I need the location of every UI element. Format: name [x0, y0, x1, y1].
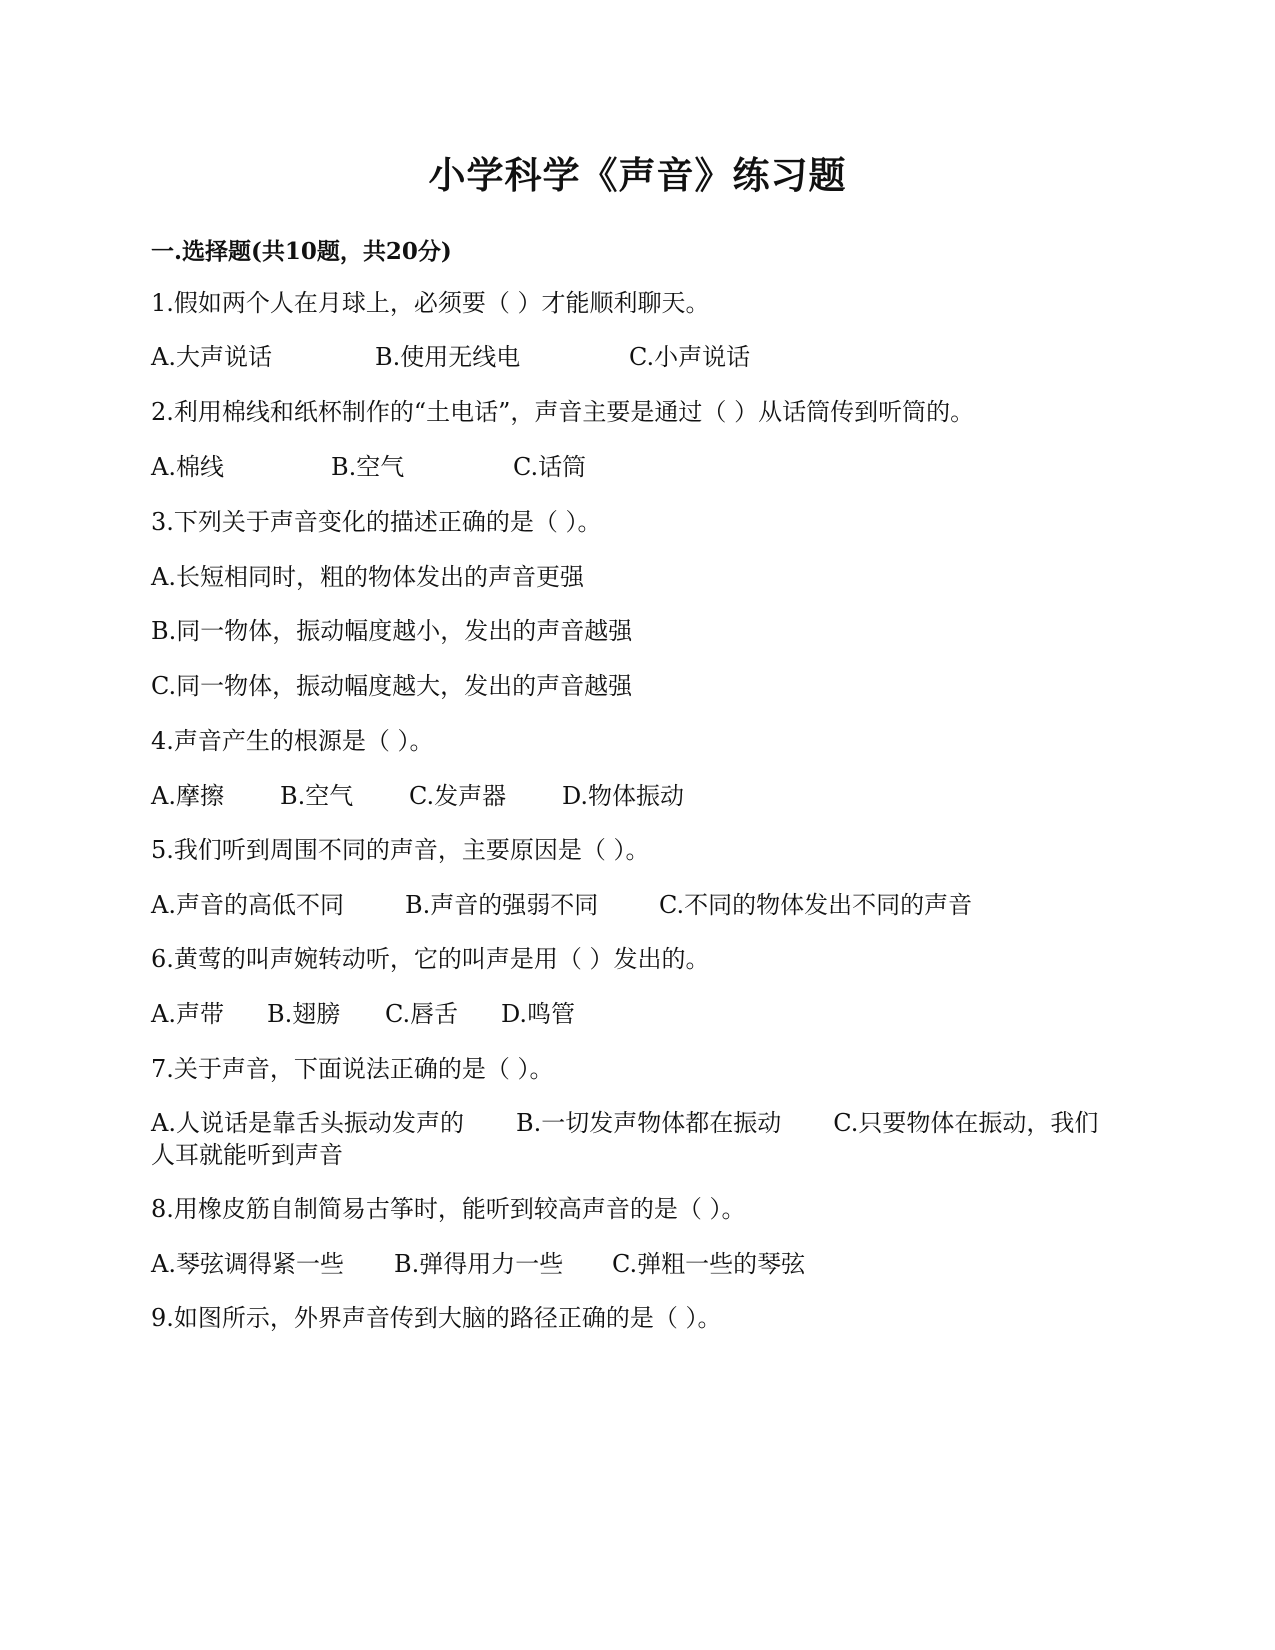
- question-7-option-a: A.人说话是靠舌头振动发声的: [151, 1109, 464, 1137]
- question-7-option-c: C.只要物体在振动，我们人耳就能听到声音: [151, 1109, 1099, 1169]
- question-4-options: [151, 780, 684, 812]
- question-1-option-c: C.小声说话: [629, 343, 751, 371]
- question-6-option-d: D.鸣管: [501, 1000, 576, 1028]
- question-1-stem: 1.假如两个人在月球上，必须要（ ）才能顺利聊天。: [151, 289, 710, 317]
- question-5-option-a: A.声音的高低不同: [151, 891, 344, 919]
- question-3-stem: 3.下列关于声音变化的描述正确的是（ ）。: [151, 508, 602, 536]
- question-8-option-c: C.弹粗一些的琴弦: [612, 1250, 806, 1278]
- question-6-option-b: B.翅膀: [267, 1000, 341, 1028]
- question-2-option-b: B.空气: [331, 453, 405, 481]
- section-heading: 一.选择题(共10题，共20分): [151, 238, 452, 265]
- question-7-option-b: B.一切发声物体都在振动: [515, 1109, 782, 1137]
- question-4-option-a: A.摩擦: [151, 782, 224, 810]
- question-1-option-b: B.使用无线电: [375, 343, 521, 371]
- question-4-option-c: C.发声器: [409, 782, 507, 810]
- question-7-stem: 7.关于声音，下面说法正确的是（ ）。: [151, 1055, 554, 1083]
- question-6-option-c: C.唇舌: [385, 1000, 459, 1028]
- question-6-options: [151, 998, 575, 1030]
- question-8-option-a: A.琴弦调得紧一些: [151, 1250, 344, 1278]
- question-2-option-c: C.话筒: [513, 453, 587, 481]
- question-5-options: [151, 889, 972, 921]
- question-5-stem: 5.我们听到周围不同的声音，主要原因是（ ）。: [151, 836, 650, 864]
- question-6-option-a: A.声带: [151, 1000, 224, 1028]
- question-9-stem: 9.如图所示，外界声音传到大脑的路径正确的是（ ）。: [151, 1304, 722, 1332]
- question-5-option-b: B.声音的强弱不同: [405, 891, 599, 919]
- question-6-stem: 6.黄莺的叫声婉转动听，它的叫声是用（ ）发出的。: [151, 945, 710, 973]
- question-8-option-b: B.弹得用力一些: [394, 1250, 564, 1278]
- question-4-option-d: D.物体振动: [562, 782, 685, 810]
- question-1-option-a: A.大声说话: [151, 343, 272, 371]
- question-5-option-c: C.不同的物体发出不同的声音: [659, 891, 973, 919]
- question-3-option-b: B.同一物体，振动幅度越小，发出的声音越强: [151, 617, 633, 645]
- question-8-options: [151, 1248, 805, 1280]
- question-4-stem: 4.声音产生的根源是（ ）。: [151, 727, 434, 755]
- question-3-option-a: A.长短相同时，粗的物体发出的声音更强: [151, 563, 584, 591]
- question-7-options: [151, 1107, 1111, 1171]
- question-3-option-c: C.同一物体，振动幅度越大，发出的声音越强: [151, 672, 633, 700]
- question-2-options: [151, 451, 586, 483]
- document-title: 小学科学《声音》练习题: [428, 153, 847, 197]
- question-1-options: [151, 341, 750, 373]
- question-2-option-a: A.棉线: [151, 453, 224, 481]
- question-2-stem: 2.利用棉线和纸杯制作的“土电话”，声音主要是通过（ ）从话筒传到听筒的。: [151, 398, 975, 426]
- question-8-stem: 8.用橡皮筋自制简易古筝时，能听到较高声音的是（ ）。: [151, 1195, 746, 1223]
- question-4-option-b: B.空气: [280, 782, 354, 810]
